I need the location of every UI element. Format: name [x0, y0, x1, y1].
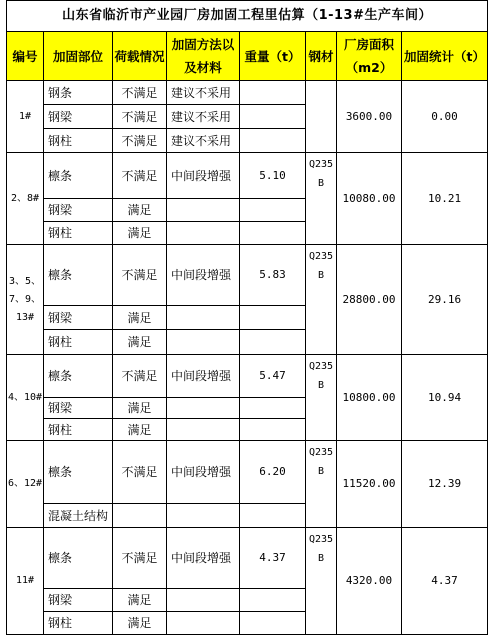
area-cell: 3600.00: [337, 81, 402, 153]
steel-cell: Q235 B: [306, 245, 337, 355]
load-cell: 不满足: [113, 528, 167, 589]
total-cell: 0.00: [402, 81, 488, 153]
table-row: [7, 153, 488, 199]
weight-cell: [240, 222, 306, 245]
table-row: [7, 245, 488, 306]
weight-cell: [240, 129, 306, 153]
group-id-cell: 1#: [7, 81, 44, 153]
header-total: 加固统计（t）: [402, 32, 488, 81]
header-area: 厂房面积（m2）: [337, 32, 402, 81]
part-cell: 钢柱: [44, 612, 113, 635]
load-cell: 不满足: [113, 153, 167, 199]
method-cell: [167, 199, 240, 222]
weight-cell: [240, 419, 306, 441]
header-steel: 钢材: [306, 32, 337, 81]
table-row: [7, 81, 488, 105]
method-cell: 中间段增强: [167, 441, 240, 504]
group-id-cell: 11#: [7, 528, 44, 635]
steel-cell: Q235 B: [306, 355, 337, 441]
group-id-cell: 2、8#: [7, 153, 44, 245]
header-method: 加固方法以及材料: [167, 32, 240, 81]
method-cell: [167, 589, 240, 612]
load-cell: 不满足: [113, 81, 167, 105]
method-cell: 中间段增强: [167, 528, 240, 589]
load-cell: 满足: [113, 419, 167, 441]
group-id-cell: 6、12#: [7, 441, 44, 528]
load-cell: 满足: [113, 589, 167, 612]
method-cell: 中间段增强: [167, 153, 240, 199]
total-cell: 12.39: [402, 441, 488, 528]
weight-cell: [240, 398, 306, 419]
part-cell: 檩条: [44, 441, 113, 504]
method-cell: [167, 398, 240, 419]
load-cell: 满足: [113, 398, 167, 419]
method-cell: 建议不采用: [167, 129, 240, 153]
method-cell: [167, 504, 240, 528]
table-row: [7, 528, 488, 589]
load-cell: 不满足: [113, 129, 167, 153]
method-cell: 建议不采用: [167, 105, 240, 129]
method-cell: 建议不采用: [167, 81, 240, 105]
part-cell: 钢梁: [44, 199, 113, 222]
area-cell: 11520.00: [337, 441, 402, 528]
part-cell: 檩条: [44, 355, 113, 398]
weight-cell: 4.37: [240, 528, 306, 589]
weight-cell: 5.83: [240, 245, 306, 306]
part-cell: 钢柱: [44, 330, 113, 355]
load-cell: 满足: [113, 199, 167, 222]
load-cell: 不满足: [113, 105, 167, 129]
method-cell: [167, 419, 240, 441]
part-cell: 檩条: [44, 153, 113, 199]
steel-cell: Q235 B: [306, 528, 337, 635]
steel-cell: [306, 81, 337, 153]
total-cell: 29.16: [402, 245, 488, 355]
part-cell: 钢梁: [44, 105, 113, 129]
method-cell: [167, 222, 240, 245]
header-weight: 重量（t）: [240, 32, 306, 81]
weight-cell: [240, 199, 306, 222]
weight-cell: [240, 504, 306, 528]
header-id: 编号: [7, 32, 44, 81]
total-cell: 4.37: [402, 528, 488, 635]
area-cell: 10080.00: [337, 153, 402, 245]
total-cell: 10.94: [402, 355, 488, 441]
load-cell: 不满足: [113, 245, 167, 306]
weight-cell: [240, 81, 306, 105]
table-row: [7, 441, 488, 504]
weight-cell: [240, 306, 306, 330]
weight-cell: 5.47: [240, 355, 306, 398]
steel-cell: Q235 B: [306, 153, 337, 245]
part-cell: 混凝土结构: [44, 504, 113, 528]
method-cell: 中间段增强: [167, 245, 240, 306]
part-cell: 钢梁: [44, 306, 113, 330]
group-id-cell: 4、10#: [7, 355, 44, 441]
table-title: 山东省临沂市产业园厂房加固工程里估算（1-13#生产车间）: [7, 1, 488, 32]
weight-cell: [240, 105, 306, 129]
area-cell: 28800.00: [337, 245, 402, 355]
method-cell: [167, 612, 240, 635]
header-row: [7, 32, 488, 81]
method-cell: [167, 306, 240, 330]
part-cell: 钢柱: [44, 129, 113, 153]
weight-cell: [240, 330, 306, 355]
load-cell: 满足: [113, 612, 167, 635]
part-cell: 钢梁: [44, 589, 113, 612]
method-cell: [167, 330, 240, 355]
table-row: [7, 355, 488, 398]
part-cell: 钢梁: [44, 398, 113, 419]
part-cell: 檩条: [44, 528, 113, 589]
weight-cell: [240, 589, 306, 612]
area-cell: 4320.00: [337, 528, 402, 635]
weight-cell: 5.10: [240, 153, 306, 199]
load-cell: [113, 504, 167, 528]
part-cell: 钢条: [44, 81, 113, 105]
part-cell: 檩条: [44, 245, 113, 306]
load-cell: 不满足: [113, 355, 167, 398]
part-cell: 钢柱: [44, 222, 113, 245]
load-cell: 满足: [113, 306, 167, 330]
header-part: 加固部位: [44, 32, 113, 81]
load-cell: 满足: [113, 330, 167, 355]
steel-cell: Q235 B: [306, 441, 337, 528]
estimate-table: [6, 0, 488, 635]
part-cell: 钢柱: [44, 419, 113, 441]
group-id-cell: 3、5、7、9、13#: [7, 245, 44, 355]
weight-cell: [240, 612, 306, 635]
area-cell: 10800.00: [337, 355, 402, 441]
load-cell: 满足: [113, 222, 167, 245]
weight-cell: 6.20: [240, 441, 306, 504]
method-cell: 中间段增强: [167, 355, 240, 398]
load-cell: 不满足: [113, 441, 167, 504]
header-load: 荷载情况: [113, 32, 167, 81]
total-cell: 10.21: [402, 153, 488, 245]
